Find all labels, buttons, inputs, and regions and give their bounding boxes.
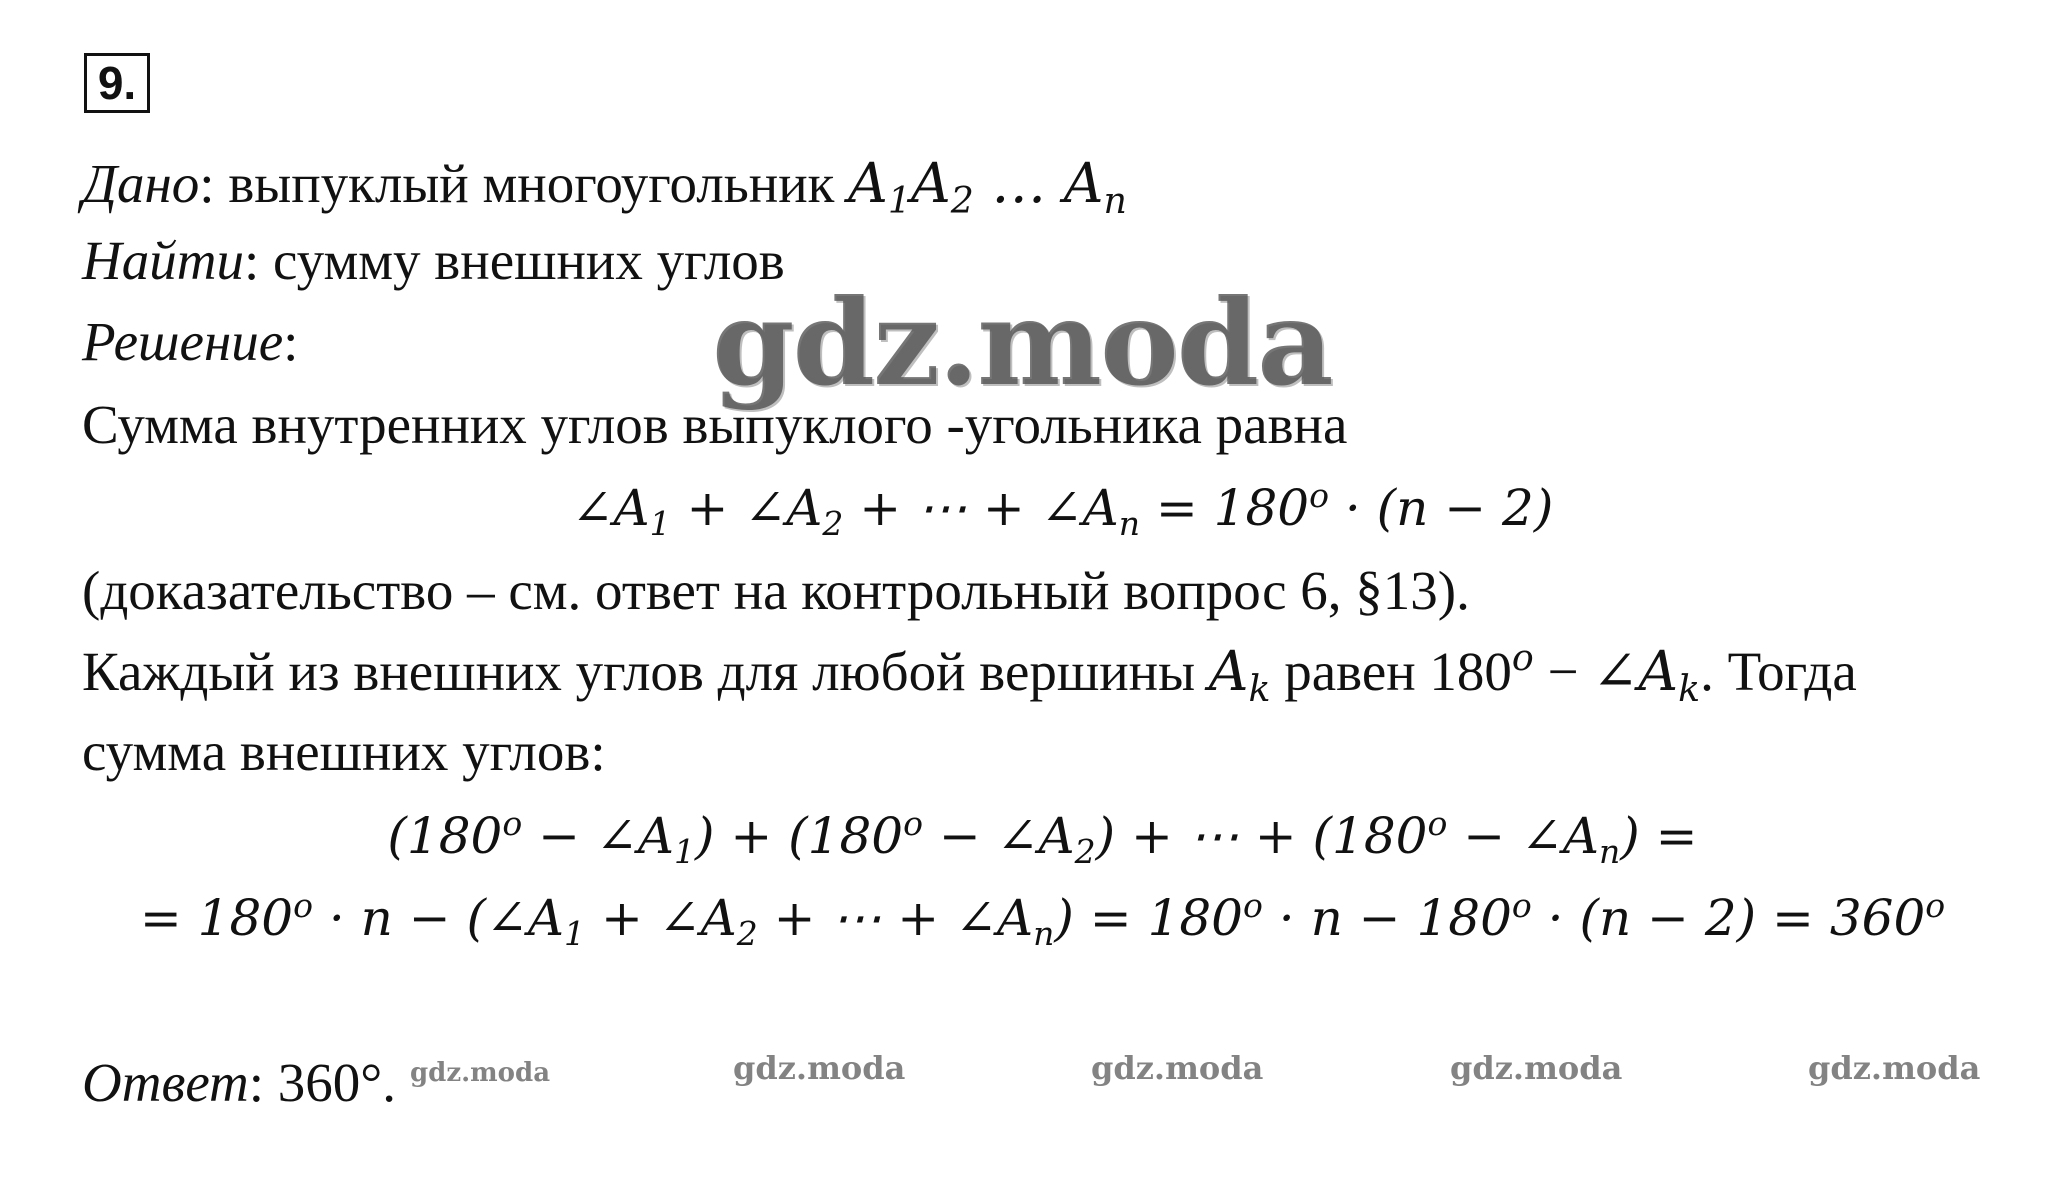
polygon-name: $A_1A_2$ … $A_n$	[848, 151, 1127, 222]
solution-line: Решение:	[82, 311, 299, 372]
exterior-angle-text: Каждый из внешних углов для любой вершины $A_k$ равен $180^o$ − $\angle A_k$. Тогда	[82, 636, 1857, 710]
answer-line: Ответ: 360°.	[82, 1052, 396, 1113]
find-text: сумму внешних углов	[259, 230, 785, 291]
exterior-sum-equation: ($180^o$ − $\angle A_1) + (180^o$ − $\angle A_2$) + ⋯ + ($180^o$ − $\angle A_n$) =	[387, 803, 1698, 871]
find-line: Найти: сумму внешних углов	[82, 230, 785, 291]
watermark-small-3: gdz.moda	[1091, 1049, 1264, 1087]
watermark-small-5: gdz.moda	[1808, 1049, 1981, 1087]
answer-value: 360°.	[264, 1052, 396, 1113]
watermark-large: gdz.moda	[712, 273, 1332, 412]
given-text: выпуклый многоугольник	[214, 153, 849, 214]
watermark-small-4: gdz.moda	[1450, 1049, 1623, 1087]
given-label: Дано	[82, 153, 200, 214]
exterior-sum-result: = $180^o \cdot n$ − ($\angle A_1$ + $\angle A_2$ + ⋯ + $\angle A_n) = 180^o \cdot n - 180^o \cdot (n - 2) = 360^o$	[139, 885, 1946, 953]
interior-sum-equation: $\angle A_1$ + $\angle A_2$ + ⋯ + $\angle A_n = 180^o \cdot (n - 2)$	[571, 475, 1554, 543]
find-label: Найти	[82, 230, 244, 291]
watermark-small-1: gdz.moda	[410, 1058, 551, 1088]
proof-reference: (доказательство – см. ответ на контрольный вопрос 6, §13).	[82, 560, 1470, 621]
interior-sum-text: Сумма внутренних углов выпуклого -угольника равна	[82, 394, 1348, 455]
given-line: Дано: выпуклый многоугольник $A_1A_2$ … $A_n$	[82, 151, 1127, 222]
watermark-small-2: gdz.moda	[733, 1049, 906, 1087]
answer-label: Ответ	[82, 1052, 249, 1113]
vertex-ak: $A_k$	[1208, 639, 1271, 710]
problem-number: 9.	[84, 53, 150, 113]
solution-label: Решение	[82, 311, 284, 372]
exterior-sum-label: сумма внешних углов:	[82, 721, 606, 782]
